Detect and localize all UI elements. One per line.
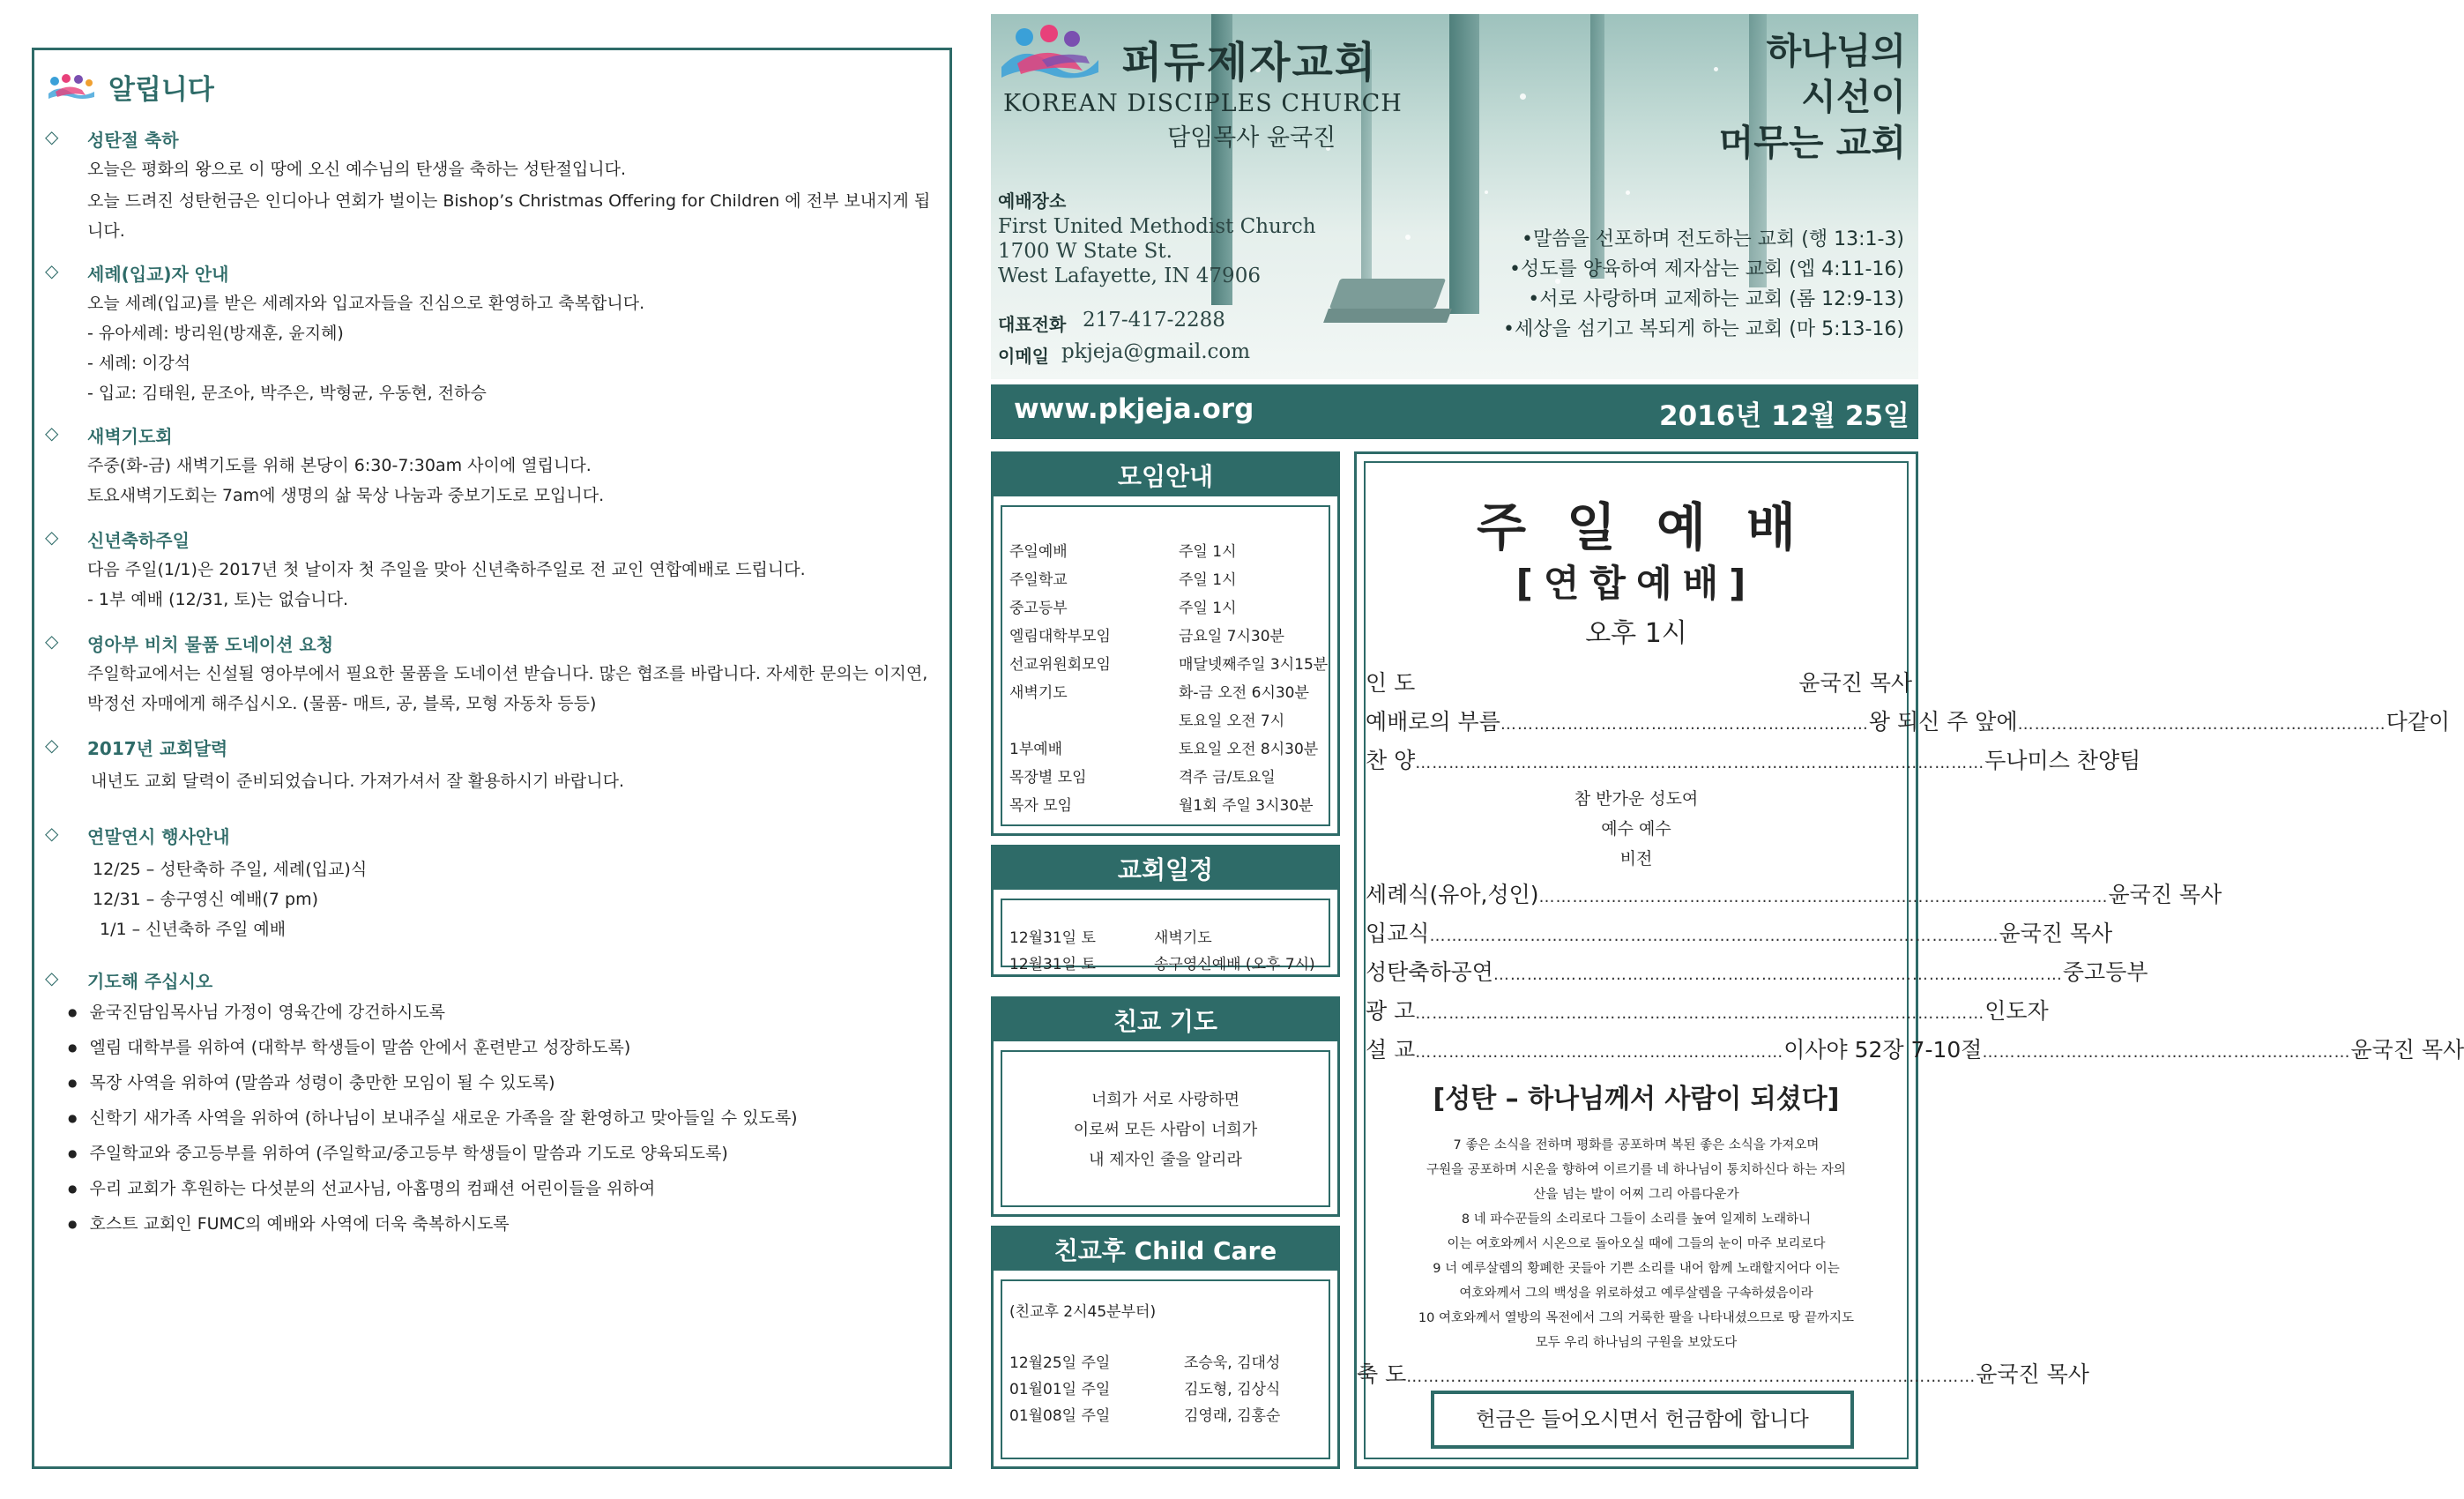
worship-order-panel bbox=[1354, 451, 2464, 1469]
childcare-title: 친교후 Child Care bbox=[994, 1228, 1337, 1274]
section-line: - 입교: 김태원, 문조아, 박주은, 박형균, 우동현, 전하승 bbox=[87, 384, 487, 403]
senior-pastor: 담임목사 윤국진 bbox=[1167, 124, 1336, 152]
childcare-date: 01월08일 주일 bbox=[1009, 1407, 1111, 1425]
diamond-bullet-icon: ◇ bbox=[45, 735, 59, 756]
childcare-volunteers: 조승욱, 김대성 bbox=[1184, 1354, 1281, 1372]
meeting-time: 토요일 오전 7시 bbox=[1179, 712, 1285, 730]
childcare-date: 01월01일 주일 bbox=[1009, 1381, 1111, 1398]
worship-title: 주일예배 bbox=[1476, 497, 1837, 557]
order-item bbox=[1366, 877, 2222, 909]
section-line: 1/1 – 신년축하 주일 예배 bbox=[100, 920, 287, 939]
schedule-event: 송구영신예배 (오후 7시) bbox=[1154, 956, 1315, 973]
worship-subtitle: [연합예배] bbox=[1515, 562, 1757, 605]
section-line: 다음 주일(1/1)은 2017년 첫 날이자 첫 주일을 맞아 신년축하주일로 전 교인 연합예배로 드립니다. bbox=[87, 560, 806, 579]
venue-label: 예배장소 bbox=[998, 190, 1067, 212]
order-label: 찬 양 bbox=[1366, 748, 1416, 773]
worship-time: 오후 1시 bbox=[1585, 618, 1687, 649]
order-item bbox=[1366, 916, 2113, 948]
order-leader: 윤국진 목사 bbox=[1976, 1361, 2089, 1387]
fellowship-prayer-text bbox=[1001, 1050, 1330, 1207]
tree-trunk bbox=[1449, 14, 1479, 314]
section-line: 12/25 – 성탄축하 주일, 세례(입교)식 bbox=[93, 860, 368, 879]
meeting-time: 주일 1시 bbox=[1179, 543, 1237, 561]
order-leader: 윤국진 목사 bbox=[1798, 670, 1912, 696]
diamond-bullet-icon: ◇ bbox=[45, 526, 59, 548]
hymn-title: 비전 bbox=[1619, 849, 1653, 869]
meeting-name: 1부예배 bbox=[1009, 741, 1063, 758]
cover-banner bbox=[991, 14, 1918, 379]
prayer-item: ● 우리 교회가 후원하는 다섯분의 선교사님, 아홉명의 컴패션 어린이들을 위하여 bbox=[68, 1175, 655, 1199]
schedule-date: 12월31일 토 bbox=[1009, 929, 1096, 947]
section-line: 내년도 교회 달력이 준비되었습니다. 가져가셔서 잘 활용하시기 바랍니다. bbox=[91, 772, 624, 791]
scripture-line: 10 여호와께서 열방의 목전에서 그의 거룩한 팔을 나타내셨으므로 땅 끝까지도 bbox=[1418, 1311, 1855, 1325]
meeting-name: 목장별 모임 bbox=[1009, 769, 1087, 787]
scripture-line: 모두 우리 하나님의 구원을 보았도다 bbox=[1535, 1336, 1738, 1350]
announcements-panel bbox=[32, 48, 952, 1469]
prayer-item: ● 신학기 새가족 사역을 위하여 (하나님이 보내주실 새로운 가족을 잘 환영하고 맞아들일 수 있도록) bbox=[68, 1105, 798, 1129]
order-leader-dots: ………………………………………………………… bbox=[1500, 715, 1869, 734]
order-leader-dots: ………………………………………………………… bbox=[1982, 1043, 2351, 1062]
scripture-line: 구원을 공포하며 시온을 향하여 이르기를 네 하나님이 통치하신다 하는 자의 bbox=[1426, 1163, 1846, 1177]
order-leader: 윤국진 목사 bbox=[2108, 882, 2222, 907]
meeting-name: 목자 모임 bbox=[1009, 797, 1073, 815]
meeting-time: 금요일 7시30분 bbox=[1179, 628, 1284, 645]
order-label: 설 교 bbox=[1366, 1037, 1416, 1063]
order-item bbox=[1366, 994, 2049, 1025]
prayer-item: ● 목장 사역을 위하여 (말씀과 성령이 충만한 모임이 될 수 있도록) bbox=[68, 1070, 555, 1093]
diamond-bullet-icon: ◇ bbox=[45, 630, 59, 652]
phone-number: 217-417-2288 bbox=[1083, 309, 1225, 332]
order-leader: 다같이 bbox=[2386, 709, 2451, 735]
church-motto bbox=[1719, 28, 1906, 166]
church-name-korean: 퍼듀제자교회 bbox=[1121, 38, 1378, 87]
section-title: 영아부 비치 물품 도네이션 요청 bbox=[87, 634, 334, 655]
section-title: 연말연시 행사안내 bbox=[87, 826, 230, 847]
vision-line: •성도를 양육하여 제자삼는 교회 (엡 4:11-16) bbox=[1509, 258, 1904, 280]
section-line: 토요새벽기도회는 7am에 생명의 삶 묵상 나눔과 중보기도로 모입니다. bbox=[87, 486, 605, 505]
hymn-title: 예수 예수 bbox=[1601, 819, 1671, 839]
scripture-line: 이는 여호와께서 시온으로 돌아오실 때에 그들의 눈이 마주 보리로다 bbox=[1447, 1237, 1826, 1251]
scripture-line: 8 네 파수꾼들의 소리로다 그들이 소리를 높여 일제히 노래하니 bbox=[1461, 1212, 1812, 1227]
scripture-line: 7 좋은 소식을 전하며 평화를 공포하며 복된 좋은 소식을 가져오며 bbox=[1453, 1138, 1820, 1152]
section-line: - 세례: 이강석 bbox=[87, 354, 191, 373]
order-leader: 윤국진 목사 bbox=[1999, 921, 2113, 946]
order-leader: 인도자 bbox=[1984, 998, 2049, 1024]
venue-line: 1700 W State St. bbox=[998, 240, 1172, 263]
scripture-line: 여호와께서 그의 백성을 위로하셨고 예루살렘을 구속하셨음이라 bbox=[1459, 1286, 1813, 1301]
venue-line: First United Methodist Church bbox=[998, 215, 1316, 238]
prayer-line: 너희가 서로 사랑하면 bbox=[1091, 1091, 1239, 1109]
meeting-time: 화-금 오전 6시30분 bbox=[1179, 684, 1309, 702]
childcare-note: (친교후 2시45분부터) bbox=[1009, 1303, 1157, 1321]
scripture-line: 산을 넘는 발이 어찌 그리 아름다운가 bbox=[1533, 1188, 1739, 1202]
section-line: 12/31 – 송구영신 예배(7 pm) bbox=[93, 890, 319, 909]
church-logo-icon bbox=[47, 72, 98, 101]
section-title: 새벽기도회 bbox=[87, 426, 173, 447]
order-leader-dots: ………………………………………………………………………………………… bbox=[1415, 1004, 1985, 1023]
meetings-title: 모임안내 bbox=[994, 454, 1337, 500]
section-line: 오늘 세례(입교)를 받은 세례자와 입교자들을 진심으로 환영하고 축복합니다. bbox=[87, 294, 645, 313]
email-address: pkjeja@gmail.com bbox=[1061, 340, 1251, 363]
vision-line: •서로 사랑하며 교제하는 교회 (롬 12:9-13) bbox=[1528, 288, 1904, 310]
bench-icon bbox=[1329, 279, 1446, 309]
schedule-list bbox=[1001, 899, 1330, 973]
childcare-box bbox=[991, 1226, 1340, 1469]
section-line: 오늘은 평화의 왕으로 이 땅에 오신 예수님의 탄생을 축하는 성탄절입니다. bbox=[87, 160, 627, 179]
diamond-bullet-icon: ◇ bbox=[45, 126, 59, 147]
sermon-title: [성탄 – 하나님께서 사람이 되셨다] bbox=[1433, 1084, 1840, 1115]
section-line: 주일학교에서는 신설될 영아부에서 필요한 물품을 도네이션 받습니다. 많은 협조를 바랍니다. 자세한 문의는 이지연, bbox=[87, 664, 928, 683]
vision-line: •말씀을 선포하며 전도하는 교회 (행 13:1-3) bbox=[1522, 228, 1904, 250]
section-line: 오늘 드려진 성탄헌금은 인디아나 연회가 벌이는 Bishop’s Christmas Offering for Children 에 전부 보내지게 됩니다. bbox=[87, 191, 931, 241]
meeting-time: 매달넷째주일 3시15분 bbox=[1179, 656, 1329, 674]
order-item bbox=[1366, 1033, 2464, 1064]
section-line: - 1부 예배 (12/31, 토)는 없습니다. bbox=[87, 590, 348, 609]
order-item bbox=[1366, 955, 2148, 987]
prayer-item: ● 주일학교와 중고등부를 위하여 (주일학교/중고등부 학생들이 말씀과 기도로 양육되도록) bbox=[68, 1140, 728, 1164]
order-leader-dots: ………………………………………………………… bbox=[2017, 715, 2386, 734]
order-leader-dots: ………………………………………………………………………………………… bbox=[1429, 927, 1999, 945]
section-line: 박정선 자매에게 해주십시오. (물품- 매트, 공, 블록, 모형 자동차 등등) bbox=[87, 694, 597, 713]
childcare-volunteers: 김도형, 김상식 bbox=[1184, 1381, 1281, 1398]
order-label: 광 고 bbox=[1366, 998, 1416, 1024]
order-leader: 윤국진 목사 bbox=[2350, 1037, 2464, 1063]
fellowship-prayer-title: 친교 기도 bbox=[994, 999, 1337, 1045]
order-leader: 두나미스 찬양팀 bbox=[1984, 748, 2141, 773]
schedule-date: 12월31일 토 bbox=[1009, 956, 1096, 973]
bench-seat bbox=[1323, 309, 1452, 323]
announcements-title: 알립니다 bbox=[108, 73, 214, 106]
meeting-name: 주일예배 bbox=[1009, 543, 1068, 561]
meeting-name: 주일학교 bbox=[1009, 571, 1068, 589]
diamond-bullet-icon: ◇ bbox=[45, 422, 59, 444]
order-content: 왕 되신 주 앞에 bbox=[1868, 709, 2018, 735]
prayer-item: ● 호스트 교회인 FUMC의 예배와 사역에 더욱 축복하시도록 bbox=[68, 1211, 510, 1234]
meeting-time: 토요일 오전 8시30분 bbox=[1179, 741, 1319, 758]
prayer-line: 내 제자인 줄을 알리라 bbox=[1089, 1151, 1242, 1169]
diamond-bullet-icon: ◇ bbox=[45, 967, 59, 988]
prayer-line: 이로써 모든 사람이 너희가 bbox=[1073, 1121, 1258, 1139]
motto-line: 시선이 bbox=[1801, 76, 1906, 118]
order-leader-dots: ………………………………………………………………………………………… bbox=[1538, 888, 2109, 906]
order-content: 이사야 52장 7-10절 bbox=[1783, 1037, 1983, 1063]
vision-line: •세상을 섬기고 복되게 하는 교회 (마 5:13-16) bbox=[1503, 318, 1904, 340]
church-logo-icon bbox=[998, 25, 1102, 83]
meeting-time: 격주 금/토요일 bbox=[1179, 769, 1276, 787]
meeting-name: 새벽기도 bbox=[1009, 684, 1068, 702]
website-link[interactable]: www.pkjeja.org bbox=[1014, 393, 1254, 425]
meetings-box bbox=[991, 451, 1340, 836]
order-label: 성탄축하공연 bbox=[1366, 959, 1493, 985]
order-label: 축 도 bbox=[1357, 1361, 1407, 1387]
motto-line: 머무는 교회 bbox=[1718, 122, 1906, 164]
hymn-title: 참 반가운 성도여 bbox=[1574, 789, 1699, 809]
order-leader-dots: ………………………………………………………………………………………… bbox=[1406, 1368, 1976, 1386]
phone-label: 대표전화 bbox=[998, 314, 1067, 335]
order-label: 예배로의 부름 bbox=[1366, 709, 1500, 735]
childcare-volunteers: 김영래, 김홍순 bbox=[1184, 1407, 1281, 1425]
childcare-list bbox=[1001, 1279, 1330, 1459]
section-line: - 유아세례: 방리원(방재훈, 윤지혜) bbox=[87, 324, 344, 343]
prayer-item: ● 엘림 대학부를 위하여 (대학부 학생들이 말씀 안에서 훈련받고 성장하도록) bbox=[68, 1034, 630, 1058]
meetings-list bbox=[1001, 505, 1330, 826]
fellowship-prayer-box bbox=[991, 996, 1340, 1217]
meeting-time: 주일 1시 bbox=[1179, 600, 1237, 617]
section-title: 성탄절 축하 bbox=[87, 130, 179, 151]
motto-line: 하나님의 bbox=[1766, 30, 1906, 72]
meeting-name: 선교위원회모임 bbox=[1009, 656, 1111, 674]
order-item bbox=[1357, 1357, 2089, 1389]
order-item bbox=[1366, 743, 2141, 775]
venue-line: West Lafayette, IN 47906 bbox=[998, 265, 1261, 287]
website-date-bar bbox=[991, 384, 1918, 439]
meeting-time: 월1회 주일 3시30분 bbox=[1179, 797, 1314, 815]
schedule-event: 새벽기도 bbox=[1154, 929, 1212, 947]
order-leader: 중고등부 bbox=[2062, 959, 2148, 985]
meeting-time: 주일 1시 bbox=[1179, 571, 1237, 589]
scripture-line: 9 너 예루살렘의 황폐한 곳들아 기쁜 소리를 내어 함께 노래할지어다 이는 bbox=[1433, 1262, 1840, 1276]
bulletin-date: 2016년 12월 25일 bbox=[1659, 400, 1909, 432]
order-label: 입교식 bbox=[1366, 921, 1430, 946]
order-leader-dots: ………………………………………………………………………………………… bbox=[1415, 754, 1985, 772]
section-line: 주중(화-금) 새벽기도를 위해 본당이 6:30-7:30am 사이에 열립니다. bbox=[87, 456, 592, 475]
childcare-date: 12월25일 주일 bbox=[1009, 1354, 1111, 1372]
order-item bbox=[1366, 666, 1912, 697]
order-label: 인 도 bbox=[1366, 670, 1416, 696]
schedule-box bbox=[991, 845, 1340, 977]
meeting-name: 엘림대학부모임 bbox=[1009, 628, 1111, 645]
meeting-name: 중고등부 bbox=[1009, 600, 1068, 617]
section-title: 신년축하주일 bbox=[87, 530, 190, 551]
order-label: 세례식(유아,성인) bbox=[1366, 882, 1539, 907]
section-title: 기도해 주십시오 bbox=[87, 971, 213, 992]
section-title: 2017년 교회달력 bbox=[87, 738, 228, 759]
church-name-english: KOREAN DISCIPLES CHURCH bbox=[1003, 90, 1403, 117]
schedule-title: 교회일정 bbox=[994, 847, 1337, 893]
order-item bbox=[1366, 705, 2451, 736]
email-label: 이메일 bbox=[998, 346, 1049, 367]
diamond-bullet-icon: ◇ bbox=[45, 823, 59, 844]
offering-notice: 헌금은 들어오시면서 헌금함에 합니다 bbox=[1431, 1391, 1854, 1449]
announcements-header bbox=[47, 66, 214, 107]
order-leader-dots: ………………………………………………………………………………………… bbox=[1493, 966, 2063, 984]
prayer-item: ● 윤국진담임목사님 가정이 영육간에 강건하시도록 bbox=[68, 999, 445, 1023]
order-leader-dots: ………………………………………………………… bbox=[1415, 1043, 1784, 1062]
section-title: 세례(입교)자 안내 bbox=[87, 264, 229, 285]
diamond-bullet-icon: ◇ bbox=[45, 260, 59, 281]
